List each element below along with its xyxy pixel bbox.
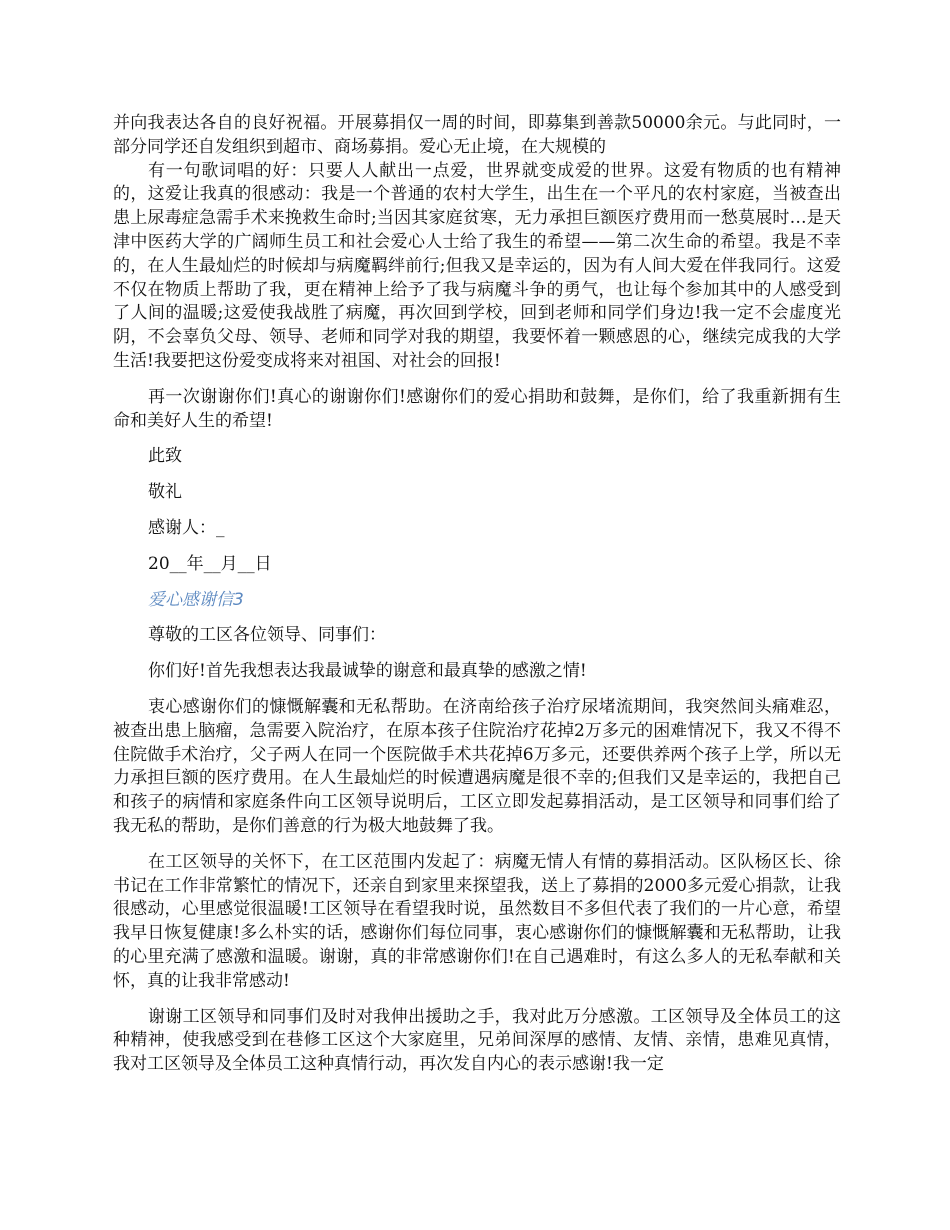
closing-date: 20__年__月__日 <box>148 553 272 574</box>
paragraph-closing-thanks: 谢谢工区领导和同事们及时对我伸出援助之手，我对此万分感激。工区领导及全体员工的这种精神，使我感受到在巷修工区这个大家庭里，兄弟间深厚的感情、友情、亲情，患难见真情，我对工区领导及全体员工这种真情行动，再次发自内心的表示感谢!我一定 <box>113 1006 841 1075</box>
salutation: 尊敬的工区各位领导、同事们： <box>148 625 386 646</box>
closing-signer: 感谢人：_ <box>148 517 225 538</box>
paragraph-gratitude: 衷心感谢你们的慷慨解囊和无私帮助。在济南给孩子治疗尿堵流期间，我突然间头痛难忍，被查出患上脑瘤，急需要入院治疗，在原本孩子住院治疗花掉2万多元的困难情况下，我又不得不住院做手术治疗，父子两人在同一个医院做手术共花掉6万多元，还要供养两个孩子上学，所以无力承担巨额的医疗费用。在人生最灿烂的时候遭遇病魔是很不幸的;但我们又是幸运的，我把自己和孩子的病情和家庭条件向工区领导说明后，工区立即发起募捐活动，是工区领导和同事们给了我无私的帮助，是你们善意的行为极大地鼓舞了我。 <box>113 696 841 836</box>
paragraph-thanks-again: 再一次谢谢你们!真心的谢谢你们!感谢你们的爱心捐助和鼓舞，是你们，给了我重新拥有生命和美好人生的希望! <box>113 386 841 431</box>
section-heading: 爱心感谢信3 <box>148 589 244 610</box>
paragraph-song-lyrics: 有一句歌词唱的好：只要人人献出一点爱，世界就变成爱的世界。这爱有物质的也有精神的，这爱让我真的很感动：我是一个普通的农村大学生，出生在一个平凡的农村家庭，当被查出患上尿毒症急需手术来挽救生命时;当因其家庭贫寒，无力承担巨额医疗费用而一愁莫展时…是天津中医药大学的广阔师生员工和社会爱心人士给了我生的希望——第二次生命的希望。我是不幸的，在人生最灿烂的时候却与病魔羁绊前行;但我又是幸运的，因为有人间大爱在伴我同行。这爱不仅在物质上帮助了我，更在精神上给予了我与病魔斗争的勇气，也让每个参加其中的人感受到了人间的温暖;这爱使我战胜了病魔，再次回到学校，回到老师和同学们身边!我一定不会虚度光阴，不会辜负父母、领导、老师和同学对我的期望，我要怀着一颗感恩的心，继续完成我的大学生活!我要把这份爱变成将来对祖国、对社会的回报! <box>113 160 841 371</box>
closing-jingli: 敬礼 <box>148 482 182 503</box>
paragraph-continuation: 并向我表达各自的良好祝福。开展募捐仅一周的时间，即募集到善款50000余元。与此同时，一部分同学还自发组织到超市、商场募捐。爱心无止境，在大规模的 <box>113 113 841 157</box>
document-body <box>113 112 841 1089</box>
paragraph-fundraising: 在工区领导的关怀下，在工区范围内发起了：病魔无情人有情的募捐活动。区队杨区长、徐书记在工作非常繁忙的情况下，还亲自到家里来探望我，送上了募捐的2000多元爱心捐款，让我很感动，心里感觉很温暖!工区领导在看望我时说，虽然数目不多但代表了我们的一片心意，希望我早日恢复健康!多么朴实的话，感谢你们每位同事，衷心感谢你们的慷慨解囊和无私帮助，让我的心里充满了感激和温暖。谢谢，真的非常感谢你们!在自己遇难时，有这么多人的无私奉献和关怀，真的让我非常感动! <box>113 851 841 991</box>
greeting: 你们好!首先我想表达我最诚挚的谢意和最真挚的感激之情! <box>148 661 587 682</box>
closing-cizhi: 此致 <box>148 446 182 467</box>
